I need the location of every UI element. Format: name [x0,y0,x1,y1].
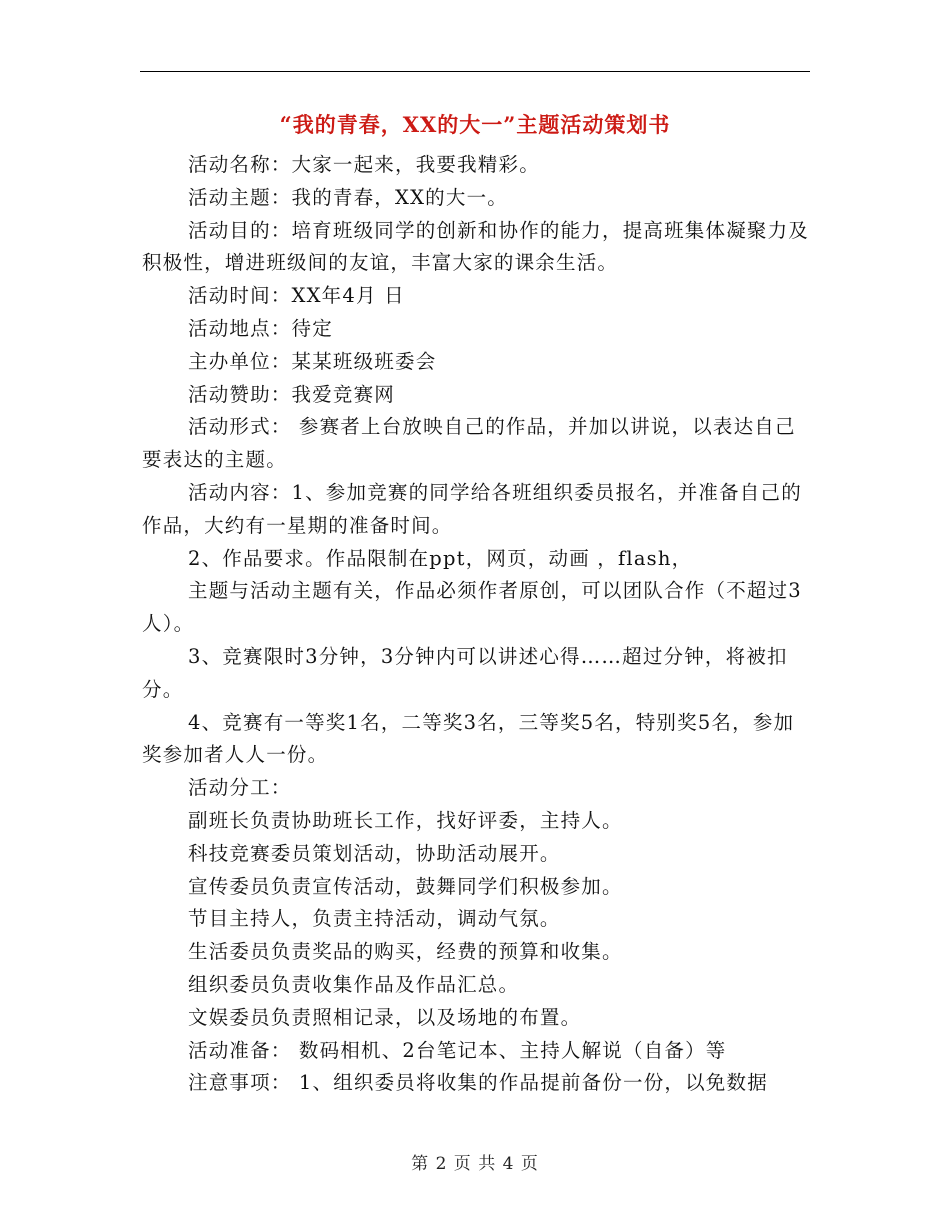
paragraph-activity-theme: 活动主题：我的青春，XX的大一。 [188,185,508,209]
document-title: “我的青春，XX的大一”主题活动策划书 [279,112,671,137]
paragraph-activity-name: 活动名称：大家一起来，我要我精彩。 [188,153,540,176]
paragraph-organizer: 主办单位：某某班级班委会 [188,349,437,373]
paragraph-duty-life: 生活委员负责奖品的购买，经费的预算和收集。 [188,940,623,964]
paragraph-activity-purpose: 活动目的：培育班级同学的创新和协作的能力，提高班集体凝聚力及积极性，增进班级间的友谊，丰富大家的课余生活。 [142,218,810,275]
paragraph-awards: 4、竞赛有一等奖1名，二等奖3名，三等奖5名，特别奖5名，参加奖参加者人人一份。 [142,710,795,767]
paragraph-duty-tech: 科技竞赛委员策划活动，协助活动展开。 [188,841,561,865]
paragraph-time-limit: 3、竞赛限时3分钟，3分钟内可以讲述心得……超过分钟，将被扣分。 [142,644,788,701]
paragraph-sponsor: 活动赞助：我爱竞赛网 [188,382,396,406]
paragraph-duty-entertainment: 文娱委员负责照相记录，以及场地的布置。 [188,1005,582,1029]
paragraph-requirements-cont: 主题与活动主题有关，作品必须作者原创，可以团队合作（不超过3人）。 [142,579,802,636]
paragraph-duty-organization: 组织委员负责收集作品及作品汇总。 [188,972,520,996]
paragraph-duty-host: 节目主持人，负责主持活动，调动气氛。 [188,907,561,931]
paragraph-duty-publicity: 宣传委员负责宣传活动，鼓舞同学们积极参加。 [188,874,623,898]
paragraph-duty-vice-monitor: 副班长负责协助班长工作，找好评委，主持人。 [188,808,623,832]
document-body [142,149,810,1100]
paragraph-activity-format: 活动形式： 参赛者上台放映自己的作品，并加以讲说，以表达自己要表达的主题。 [142,415,796,472]
paragraph-notes: 注意事项： 1、组织委员将收集的作品提前备份一份，以免数据 [188,1071,768,1095]
page-number-footer: 第 2 页 共 4 页 [411,1154,539,1174]
paragraph-requirements: 2、作品要求。作品限制在ppt，网页，动画 ，flash， [188,546,693,570]
header-rule [140,71,810,72]
paragraph-activity-location: 活动地点：待定 [188,316,333,340]
paragraph-activity-time: 活动时间：XX年4月 日 [188,284,405,308]
paragraph-activity-content: 活动内容：1、参加竞赛的同学给各班组织委员报名，并准备自己的作品，大约有一星期的准备时间。 [142,480,802,537]
paragraph-preparation: 活动准备： 数码相机、2台笔记本、主持人解说（自备）等 [188,1038,727,1062]
paragraph-division-heading: 活动分工： [188,776,292,800]
